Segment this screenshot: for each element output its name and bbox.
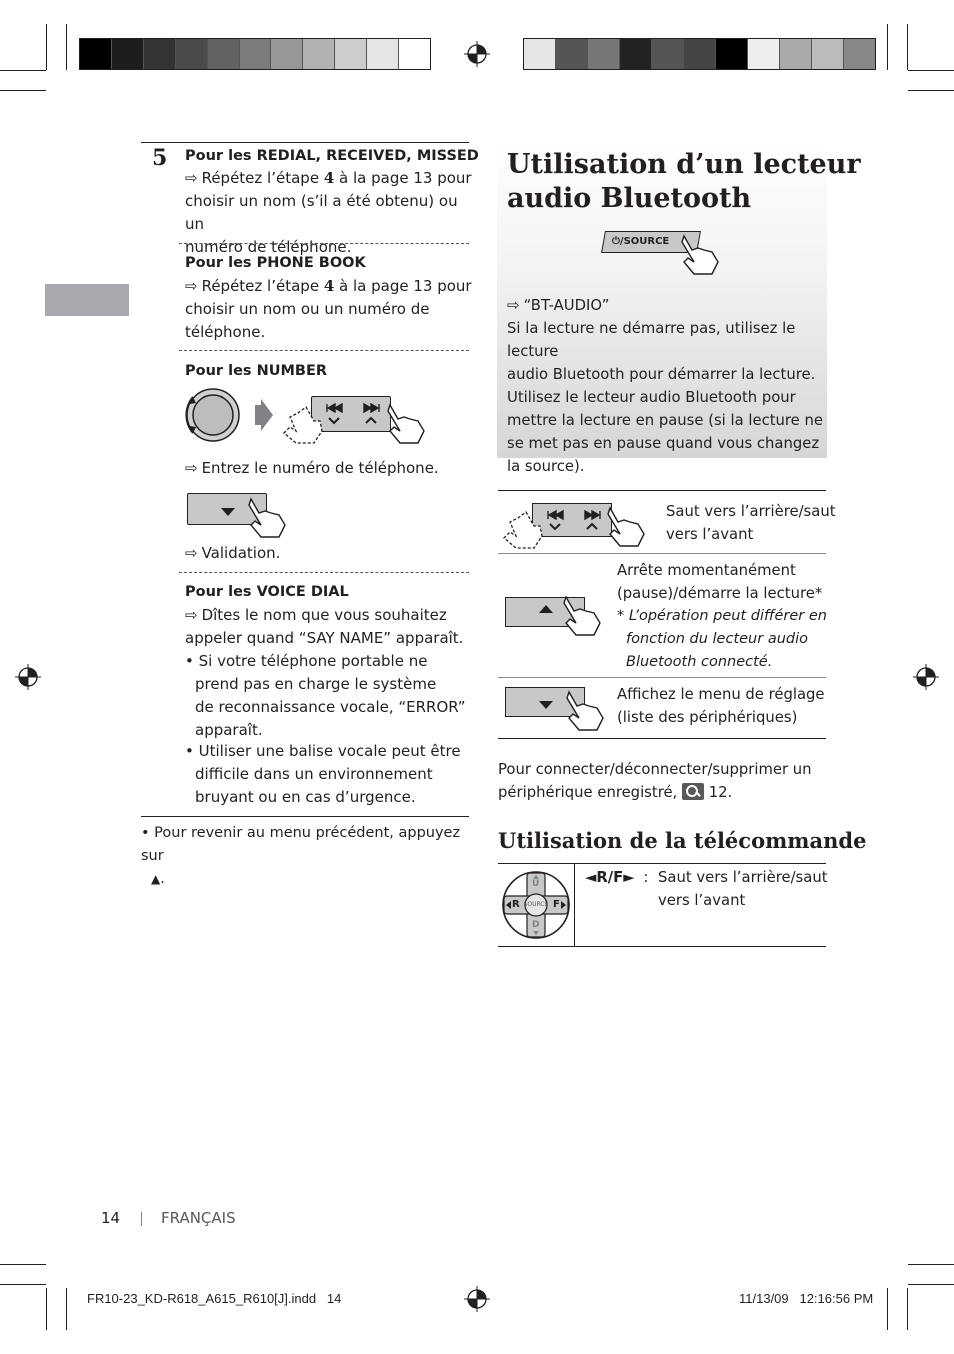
arrow-icon: ⇨ — [185, 544, 198, 562]
remote-keys: ◄R/F► : — [585, 869, 649, 886]
next-arrow-icon — [253, 399, 273, 431]
voicedial-bullet-1: • Si votre téléphone portable ne prend pas en charge le système de reconnaissance vocale, “ERROR” apparaît. — [185, 652, 466, 739]
color-swatch — [812, 39, 844, 69]
color-swatch — [335, 39, 367, 69]
row1-description: Saut vers l’arrière/saut vers l’avant — [666, 503, 836, 543]
divider — [179, 350, 469, 351]
crop-mark — [0, 1264, 46, 1265]
section-top-rule — [141, 142, 469, 143]
hand-pointer-icon — [384, 403, 428, 445]
color-swatch — [844, 39, 875, 69]
hand-pointer-icon — [604, 506, 648, 548]
crop-mark — [46, 24, 47, 70]
color-swatch — [748, 39, 780, 69]
color-swatch — [112, 39, 144, 69]
remote-r-label: R — [512, 899, 520, 910]
number-validate: ⇨ Validation. — [185, 542, 280, 565]
color-bar-right — [523, 38, 876, 70]
arrow-icon: ⇨ — [185, 169, 198, 187]
color-swatch — [780, 39, 812, 69]
color-swatch — [524, 39, 556, 69]
color-bar-left — [79, 38, 431, 70]
crop-mark — [907, 1288, 908, 1330]
source-button-label: ⏻/SOURCE — [612, 236, 670, 247]
bt-title: Utilisation d’un lecteur audio Bluetooth — [507, 149, 861, 214]
registration-mark-icon — [464, 41, 490, 67]
crop-mark — [0, 90, 46, 91]
crop-mark — [908, 1284, 954, 1285]
hand-pointer-icon — [678, 234, 722, 276]
table-rule — [498, 553, 826, 554]
remote-f-label: F — [553, 899, 560, 910]
print-date: 11/13/09 12:16:56 PM — [739, 1291, 874, 1306]
divider — [179, 243, 469, 244]
up-triangle-icon: ▲ — [151, 872, 161, 886]
page-number: 14 — [101, 1209, 121, 1227]
color-swatch — [176, 39, 208, 69]
color-swatch — [271, 39, 303, 69]
color-swatch — [303, 39, 335, 69]
table-rule — [498, 946, 826, 947]
table-rule — [498, 677, 826, 678]
phonebook-instruction: ⇨ Répétez l’étape 4 à la page 13 pour choisir un nom ou un numéro de téléphone. — [185, 277, 472, 341]
power-icon: ⏻ — [612, 236, 620, 247]
color-swatch — [652, 39, 684, 69]
remote-dpad[interactable] — [501, 870, 571, 940]
color-swatch — [556, 39, 588, 69]
color-swatch — [716, 39, 748, 69]
row2-description: Arrête momentanément (pause)/démarre la lecture* — [617, 562, 823, 602]
phonebook-title: Pour les PHONE BOOK — [185, 255, 366, 271]
registration-mark-icon — [913, 664, 939, 690]
hand-pointer-icon — [500, 508, 544, 550]
crop-mark — [66, 24, 67, 70]
skip-button-glyphs — [532, 503, 612, 537]
color-swatch — [399, 39, 430, 69]
color-swatch — [620, 39, 652, 69]
crop-mark — [908, 70, 954, 71]
voicedial-title: Pour les VOICE DIAL — [185, 584, 349, 600]
color-swatch — [144, 39, 176, 69]
step-number: 5 — [152, 145, 168, 171]
crop-mark — [46, 1288, 47, 1330]
hand-pointer-icon — [280, 403, 324, 445]
down-arrow-icon — [220, 507, 236, 517]
table-divider — [574, 863, 575, 946]
color-swatch — [367, 39, 399, 69]
row3-description: Affichez le menu de réglage (liste des périphériques) — [617, 686, 825, 726]
remote-d-label: D — [532, 920, 540, 930]
table-rule — [498, 490, 826, 491]
redial-instruction: ⇨ Répétez l’étape 4 à la page 13 pour choisir un nom (s’il a été obtenu) ou un numéro de téléphone. — [185, 169, 472, 256]
registration-mark-icon — [15, 664, 41, 690]
arrow-icon: ⇨ — [507, 296, 520, 314]
up-arrow-icon — [538, 604, 554, 614]
crop-mark — [0, 1284, 46, 1285]
color-swatch — [240, 39, 272, 69]
color-swatch — [208, 39, 240, 69]
down-arrow-icon — [538, 700, 554, 710]
table-rule — [498, 738, 826, 739]
crop-mark — [66, 1288, 67, 1330]
volume-knob-icon — [183, 385, 243, 445]
arrow-icon: ⇨ — [185, 459, 198, 477]
remote-description: Saut vers l’arrière/saut vers l’avant — [658, 869, 828, 909]
bt-description: ⇨ “BT-AUDIO” Si la lecture ne démarre pas, utilisez le lecture audio Bluetooth pour démarrer la lecture. Utilisez le lecteur audio Bluetooth pour mettre la lecture en pause (si la lecture ne se met pas en pause quand vous changez la source). — [507, 296, 823, 475]
remote-title: Utilisation de la télécommande — [498, 828, 867, 853]
number-enter: ⇨ Entrez le numéro de téléphone. — [185, 457, 439, 480]
language-tab — [45, 284, 129, 316]
connect-note: Pour connecter/déconnecter/supprimer un périphérique enregistré, 12. — [498, 761, 812, 801]
row2-footnote: * L’opération peut différer en fonction du lecteur audio Bluetooth connecté. — [617, 608, 827, 670]
registration-mark-icon — [464, 1286, 490, 1312]
remote-source-label: SOURCE — [523, 901, 549, 908]
crop-mark — [0, 70, 46, 71]
remote-u-label: U — [532, 879, 540, 889]
color-swatch — [80, 39, 112, 69]
divider — [179, 572, 469, 573]
color-swatch — [588, 39, 620, 69]
redial-title: Pour les REDIAL, RECEIVED, MISSED — [185, 148, 479, 164]
crop-mark — [908, 1264, 954, 1265]
footer-separator — [141, 1212, 142, 1226]
crop-mark — [887, 1288, 888, 1330]
hand-pointer-icon — [563, 690, 607, 732]
crop-mark — [907, 24, 908, 70]
file-name: FR10-23_KD-R618_A615_R610[J].indd 14 — [87, 1291, 342, 1306]
hand-pointer-icon — [245, 497, 289, 539]
hand-pointer-icon — [560, 595, 604, 637]
crop-mark — [887, 24, 888, 70]
arrow-icon: ⇨ — [185, 606, 198, 624]
voicedial-instruction: ⇨ Dîtes le nom que vous souhaitez appeler quand “SAY NAME” apparaît. — [185, 606, 464, 647]
arrow-icon: ⇨ — [185, 277, 198, 295]
crop-mark — [908, 90, 954, 91]
back-note: • Pour revenir au menu précédent, appuyez sur ▲. — [141, 825, 461, 887]
section-bottom-rule — [141, 816, 469, 817]
voicedial-bullet-2: • Utiliser une balise vocale peut être difficile dans un environnement bruyant ou en cas d’urgence. — [185, 742, 461, 806]
table-rule — [498, 863, 826, 864]
number-title: Pour les NUMBER — [185, 363, 328, 379]
color-swatch — [684, 39, 716, 69]
language-label: FRANÇAIS — [161, 1209, 236, 1227]
magnifier-icon — [682, 783, 704, 800]
